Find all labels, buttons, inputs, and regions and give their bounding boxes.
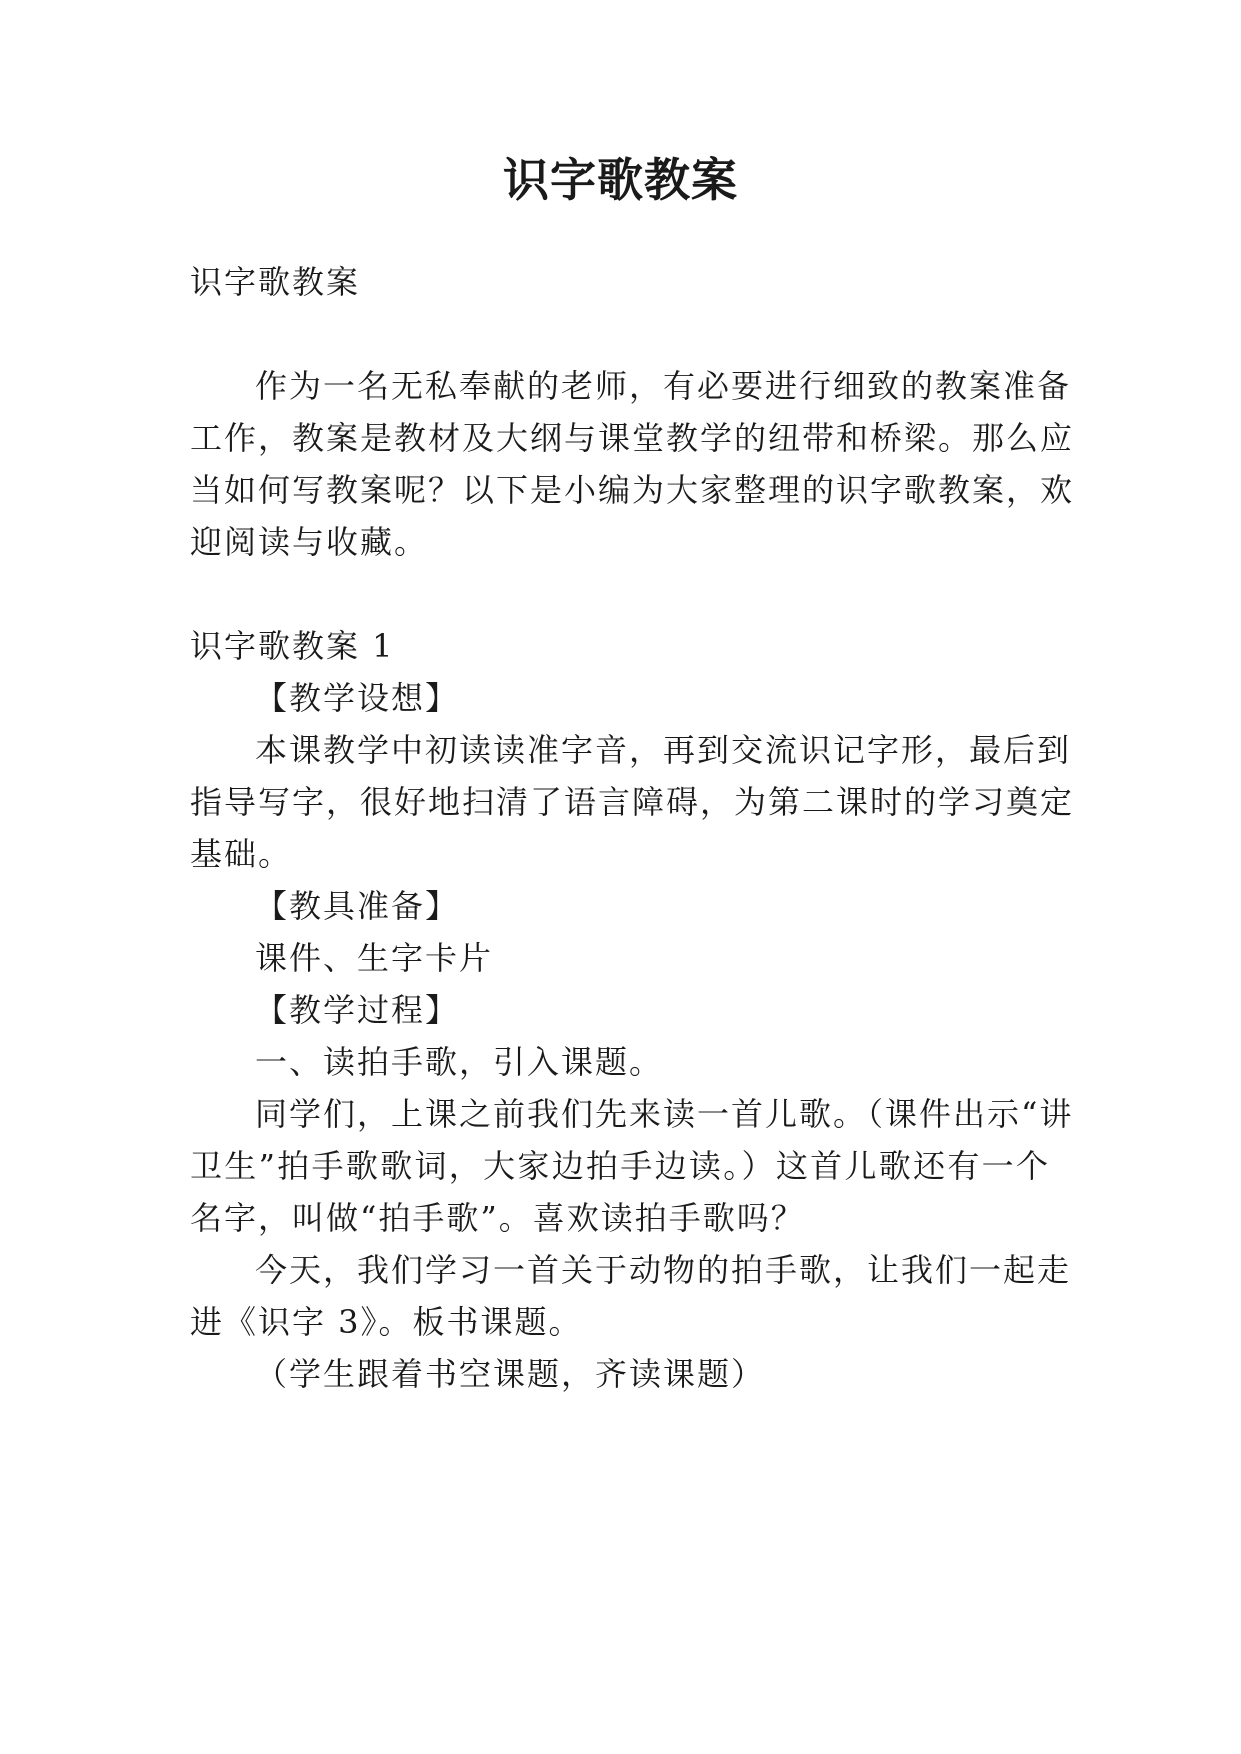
section-heading: 识字歌教案 1 — [190, 627, 395, 665]
para2-line-2: 进《识字 3》。板书课题。 — [190, 1303, 583, 1341]
tools-text: 课件、生字卡片 — [255, 939, 494, 977]
process-heading: 【教学过程】 — [255, 991, 460, 1029]
para1-line-3: 名字，叫做“拍手歌”。喜欢读拍手歌吗？ — [190, 1199, 805, 1237]
teaching-idea-line-1: 本课教学中初读读准字音，再到交流识记字形，最后到 — [255, 731, 1072, 769]
para1-line-2: 卫生”拍手歌歌词，大家边拍手边读。）这首儿歌还有一个 — [190, 1147, 1050, 1185]
para1-line-1: 同学们，上课之前我们先来读一首儿歌。（课件出示“讲 — [255, 1095, 1074, 1133]
teaching-idea-line-2: 指导写字，很好地扫清了语言障碍，为第二课时的学习奠定 — [190, 783, 1075, 821]
document-subtitle: 识字歌教案 — [190, 263, 361, 301]
para2-line-1: 今天，我们学习一首关于动物的拍手歌，让我们一起走 — [255, 1251, 1072, 1289]
intro-line-1: 作为一名无私奉献的老师，有必要进行细致的教案准备 — [255, 367, 1072, 405]
step-1-heading: 一、读拍手歌，引入课题。 — [255, 1043, 664, 1081]
intro-line-3: 当如何写教案呢？以下是小编为大家整理的识字歌教案，欢 — [190, 471, 1075, 509]
teaching-idea-heading: 【教学设想】 — [255, 679, 460, 717]
intro-line-2: 工作，教案是教材及大纲与课堂教学的纽带和桥梁。那么应 — [190, 419, 1075, 457]
tools-heading: 【教具准备】 — [255, 887, 460, 925]
intro-line-4: 迎阅读与收藏。 — [190, 523, 429, 561]
student-note: （学生跟着书空课题，齐读课题） — [255, 1355, 766, 1393]
teaching-idea-line-3: 基础。 — [190, 835, 293, 873]
document-title: 识字歌教案 — [503, 153, 738, 207]
